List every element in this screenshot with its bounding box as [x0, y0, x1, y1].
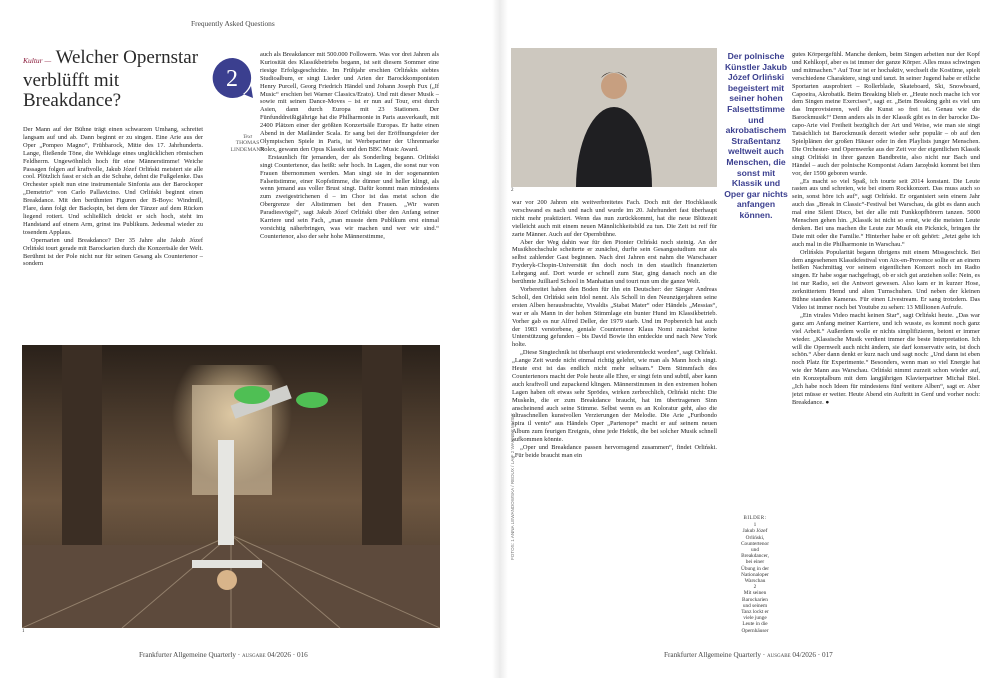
image-captions: [738, 516, 772, 634]
photo-credit: FOTOS: 1 ANNA LEWANDOWSKA / REDUX / LAIF 2 WARNER MUSIC: [510, 413, 515, 560]
footer-page-number: 017: [821, 651, 833, 659]
caption-number-2: 2: [753, 584, 757, 591]
page-gutter: [492, 0, 508, 678]
footer-page-number: 016: [296, 651, 308, 659]
footer-issue: ausgabe 04/2026: [767, 651, 816, 659]
text-column-1: [23, 126, 203, 341]
paragraph: Orlińskis Popularität begann übrigens mit einem Missgeschick. Bei dem angesehenen Klassikfestival von Aix-en-Provence sollte er an einem heißen Nachmittag vor seinem eigentlichen Konzert noch im Radio singen. Er habe sogar nachgefragt, ob er sich gut anziehen solle: Nein, es ist nur Radio, sei die Antwort gewesen. Also kam er in kurzer Hose, zerknittertem Hemd und alten Turnschuhen. Und neben der kleinen Bühne standen Kameras. Für einen Livestream. Er sang trotzdem. Das Video ist immer noch bei Youtube zu sehen: 13 Millionen Aufrufe.: [792, 248, 980, 311]
paragraph: Der Mann auf der Bühne trägt einen schwarzen Umhang, schreitet langsam auf und ab. Dann beginnt er zu singen. Eine Arie aus der Oper „Pompeo Magno“, Frühbarock, Mitte des 17. Jahrhunderts. Lange, fließende Töne, die Wehklage eines unglücklichen römischen Feldherrn. Ungewöhnlich hoch für eine Männerstimme! Weiche Passagen folgen auf kraftvolle, Jakub Józef Orliński meistert sie alle cool. Plötzlich fasst er sich an die Schuhe, dehnt die Fußgelenke. Das Orchester spielt nun eine instrumentale Sinfonia aus der Barockoper „Demetrio“ von Carlo Pallavicino. Und Orliński beginnt einen Breakdance. Mit den berühmten Figuren der B-Boys: Windmill, Flare, dann folgt der Backspin, bei dem der Tänzer auf dem Rücken liegend rotiert. Und schließlich drückt er sich hoch, steht im Handstand auf einem Arm, grinst ins Publikum. Jedesmal wieder zu tosendem Applaus.: [23, 126, 203, 236]
credit-name: THOMAS LINDEMANN: [230, 140, 265, 153]
paragraph: war vor 200 Jahren ein weitverbreitetes Fach. Doch mit der Hochklassik verschwand es nach und nach und wurde im 20. Jahrhundert fast überhaupt nicht mehr praktiziert. Wenn das nun zurückkommt, hat die neue Blütezeit vielleicht auch mit einem neuen Männlichkeitsbild zu tun. Die Zeit ist reif für zarte Männer. Auch auf der Opernbühne.: [512, 199, 717, 238]
paragraph: Opernarien und Breakdance? Der 35 Jahre alte Jakub Józef Orliński tourt gerade mit Barockarien durch die Konzertsäle der Welt. Berühmt ist der Pole nicht nur für seinen Gesang als Countertenor – sondern: [23, 236, 203, 268]
article-title: Welcher Opernstar verblüfft mit Breakdance?: [23, 47, 199, 111]
photo-breakdance-handstand: [22, 345, 440, 628]
caption-text-1: Jakub Józef Orliński, Countertenor und Breakdancer, bei einer Übung in der Nationaloper Warschau: [741, 528, 769, 585]
image-number-2: 2: [511, 188, 514, 193]
paragraph: auch als Breakdancer mit 500.000 Followern. Was vor drei Jahren als Kuriosität des Klassikbetriebs begann, ist seit diesem Sommer eine riesige Erfolgsgeschichte. Im Frühjahr erschien Orlińskis siebtes Studioalbum, er singt Lieder und Arien der Barockkomponisten Henry Purcell, Georg Friedrich Händel und Johann Joseph Fux („If Music“ erschien bei Warner Classics/Erato). Und mit dieser Musik – sowie mit seinen Dance-Moves – ist er nun auf Tour, erst durch Asien, dann durch Europa mit 23 Stationen. Der Fünfunddreißigjährige hat die Philharmonie in Paris ausverkauft, mit 2400 Plätzen einer der größten Konzertsäle Europas. Er hatte einen Abend in der Mailänder Scala. Er sang bei der Eröffnungsfeier der Olympischen Spiele in Paris, ist Werbepartner der Uhrenmarke Rolex, gewann den Opus Klassik und den BBC Music Award.: [260, 51, 439, 153]
caption-text-2: Mit seinen Barockarien und seinem Tanz lockt er viele junge Leute in die Opernhäuser: [741, 590, 769, 634]
article-title-block: [23, 48, 203, 111]
question-number: 2: [226, 66, 238, 92]
paragraph: „Ein virales Video macht keinen Star“, sagt Orliński heute. „Das war ganz am Anfang meiner Karriere, und ich wusste, es kommt noch ganz viel Arbeit.“ Außerdem wolle er nichts simplifizieren, betont er immer wieder. „Klassische Musik verdient immer die beste Interpretation. Ich will die Opernwelt auch nicht ändern, sie darf konservativ sein, ist doch schön.“ Aber dann denkt er kurz nach und sagt noch: „Und dann ist eben noch Platz für Experimente.“ Besonders, wenn man so viel Energie hat wie der Mann aus Warschau. Orliński nimmt zurzeit schon wieder auf, ein Konzeptalbum mit dem langjährigen Klavierpartner Michał Biel. „Ich habe noch Ideen für mindestens fünf weitere Alben“, sagt er. Aber jetzt müsse er weiter. Heute Abend ein Auftritt in Genf und vorher noch: Breakdance. ●: [792, 311, 980, 406]
paragraph: „Diese Singtechnik ist überhaupt erst wiederentdeckt worden“, sagt Orliński. „Lange Zeit wurde nicht einmal richtig gelehrt, wie man als Mann hoch singt. Heute erst ist das endlich nicht mehr seltsam.“ Dem Stimmfach des Countertenors macht der Pole heute alle Ehre, er singt fein und subtil, aber kann auch kraftvoll und zupackend klingen. Männerstimmen in den extremen hohen Lagen haben oft etwas sehr Sprödes, wirken zerbrechlich, Orliński nicht: Die Muskeln, die er zum Breakdance braucht, hat im übertragenen Sinn anscheinend auch seine Stimme. Selbst wenn es an Koloratur geht, also die ultraschnellen kunstvollen Verzierungen der Melodie. Die Arie „Furibondo spira il vento“ aus Händels Oper „Partenope“ macht er auf seinem neuen Album zum feurigen Ereignis, ohne jede Hektik, die bei solcher Musik schnell aufkommen könnte.: [512, 349, 717, 444]
footer-publication: Frankfurter Allgemeine Quarterly: [664, 651, 761, 659]
footer-left: Frankfurter Allgemeine Quarterly · ausgabe 04/2026 · 016: [139, 651, 308, 659]
paragraph: gutes Körpergefühl. Manche denken, beim Singen arbeiten nur der Kopf und Kehlkopf, aber es ist immer der ganze Körper. Alles muss schwingen und mitmachen.“ Auf Tour ist er hochaktiv, wechselt die Kostüme, spielt verschiedene Charaktere, singt und tanzt. In seiner Jugend habe er etliche Sportarten ausprobiert – Rollerblade, Skateboard, Ski, Snowboard, Capoeira, Akrobatik. Beim Breaking blieb er. „Heute noch mache ich vor dem Singen meine Exercises“, sagt er. „Beim Breaking geht es viel um das Improvisieren, weil die Kunst so frei ist. Genau wie die Barockmusik!“ Denn anders als in der Klassik gibt es in der barocke Da-capo-Arie viel Freiheit bezüglich der Art und Weise, wie man sie singt Tatsächlich ist Barockmusik derzeit wieder sehr populär – ob auf den Spielplänen der großen Häuser oder in den Playlists junger Menschen. Die Orchester- und Opernwerke aus der Zeit vor der eigentlichen Klassik singt Orliński in ihrer ganzen Bandbreite, also nicht nur Bach und Händel – auch der polnische Komponist Adam Jarzębski kommt bei ihm vor, der 1590 geboren wurde.: [792, 51, 980, 177]
footer-right: Frankfurter Allgemeine Quarterly · ausgabe 04/2026 · 017: [664, 651, 833, 659]
text-column-3: [512, 199, 717, 632]
paragraph: „Oper und Breakdance passen hervorragend zusammen“, findet Orliński. „Für beide braucht man ein: [512, 444, 717, 459]
text-column-4: [792, 51, 980, 631]
question-number-icon: [211, 56, 255, 100]
image-number-1: 1: [22, 629, 25, 634]
paragraph: Aber der Weg dahin war für den Pionier Orliński noch steinig. An der Musikhochschule scheiterte er zunächst, durfte sein Gesangsstudium nur als selbst zahlender Gast beginnen. Nach drei Jahren erst nahm die Warschauer Fryderyk-Chopin-Universität ihn doch noch in den staatlich finanzierten Lehrgang auf. Dort wurde er schnell zum Star, ging danach noch an die berühmte Juilliard School in Manhattan und tourt nun um die ganze Welt.: [512, 238, 717, 286]
section-header: Frequently Asked Questions: [191, 19, 275, 28]
photo-portrait: [511, 48, 717, 187]
paragraph: „Es macht so viel Spaß, ich tourte seit 2014 konstant. Die Leute rasten aus und schreien, wie bei einem Rockkonzert. Das muss auch so sein, sonst höre ich auf“, sagt Orliński. Er organisiert sein einem Jahr auch das „Break in Classic“-Festival bei Warschau, da gibt es dann auch mal eine Silent Disco, bei der alle mit Funkkopfhörern tanzen. 5000 Menschen gehen hin. „Klassik ist nicht so ernst, wie die meisten Leute denken. Bei uns machen die Leute zur Musik ein Picknick, bringen ihr Date mit oder die Familie.“ Hinterher habe er oft gehört: „Jetzt gehe ich auch mal in die Philharmonie in Warschau.“: [792, 177, 980, 248]
caption-number-1: 1: [753, 522, 757, 529]
paragraph: Vorbereitet haben den Boden für ihn ein Deutscher: der Sänger Andreas Scholl, den Orliński sein Idol nennt. Als Scholl in den Neunzigerjahren seine ersten Alben herausbrachte, Vivaldis „Stabat Mater“ oder Händels „Messias“, war er als Mann in der hohen Stimmlage ein bunter Hund im Klassikbetrieb. Vorher gab es nur Alfred Deller, der 1979 starb. Und im Popbereich hat auch der 1983 verstorbene, geniale Countertenor Klaus Nomi zunächst keine Unterstützung gefunden – bis David Bowie ihn entdeckte und nach New York holte.: [512, 285, 717, 349]
credit-label: Text: [242, 134, 253, 140]
captions-label: BILDER:: [743, 516, 767, 521]
footer-issue: ausgabe 04/2026: [242, 651, 291, 659]
text-column-2: [260, 51, 439, 341]
pull-quote: Der polnische Künstler Jakub Józef Orliński begeistert mit seiner hohen Falsettstimme und akrobatischem Straßentanz weltweit auch Menschen, die sonst mit Klassik und Oper gar nichts anfangen können.: [724, 51, 788, 220]
footer-publication: Frankfurter Allgemeine Quarterly: [139, 651, 236, 659]
paragraph: Erstaunlich für jemanden, der als Sonderling begann. Orliński singt Countertenor, das heißt: sehr hoch. In Lagen, die sonst nur von Frauen übernommen werden. Man singt sie in der sogenannten Falsettstimme, einer Kopfstimme, die dünner und heller klingt, als wenn jemand aus voller Brust singt. Dafür kommt man mindestens zum zweigestrichenen d – im Chor ist das meist schon die Obergrenze der Altstimmen bei den Frauen. „Wir waren Paradiesvögel“, sagt Jakub Józef Orliński über den Anfang seiner Karriere und sein Fach, „man musste dem Publikum erst einmal vorsichtig näherbringen, was wir machen und wer wir sind.“ Countertenor, also der sehr hohe Männerstimme,: [260, 153, 439, 240]
kicker: Kultur —: [23, 56, 52, 65]
